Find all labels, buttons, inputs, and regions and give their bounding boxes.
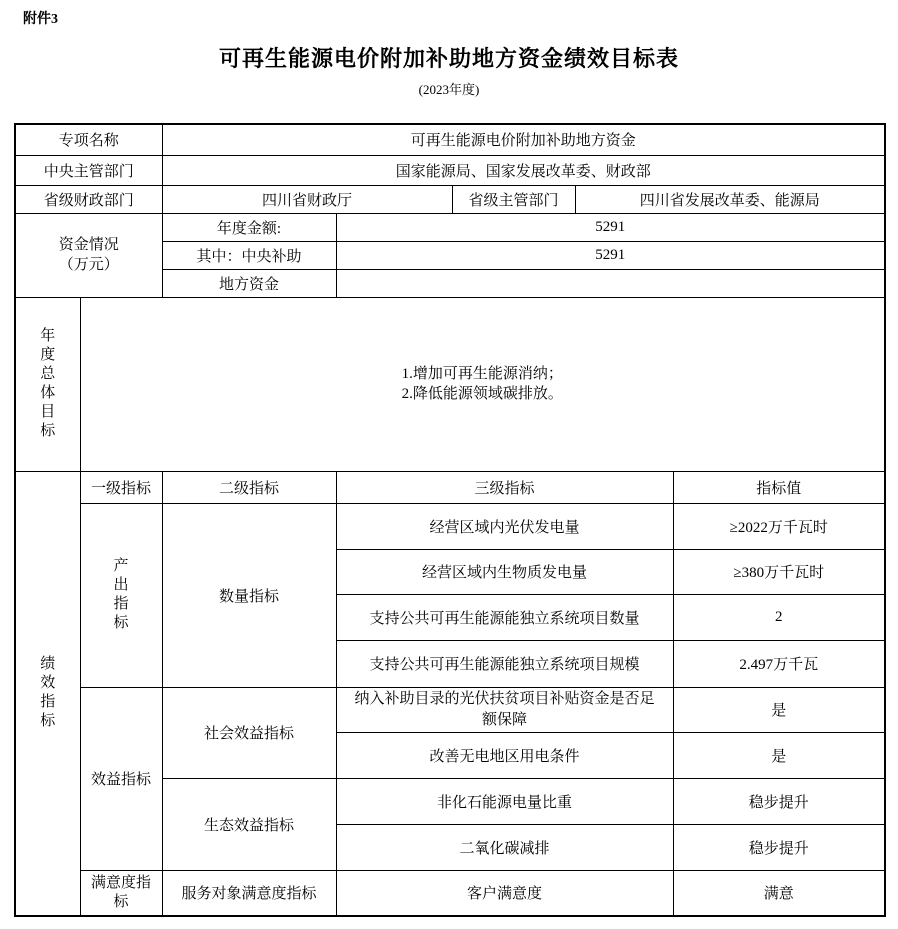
- indicator-cell: [336, 687, 673, 732]
- annual-goal-label-text: 年度总体目标: [40, 328, 56, 439]
- provincial-finance-label: 省级财政部门: [15, 185, 162, 213]
- funding-label: [15, 213, 162, 297]
- value-cell: 稳步提升: [673, 824, 885, 870]
- header-level1: 一级指标: [80, 471, 162, 503]
- level2-ecological: 生态效益指标: [162, 778, 336, 870]
- performance-target-table: [14, 123, 886, 917]
- annual-goal-label: [15, 297, 80, 471]
- value-cell: ≥2022万千瓦时: [673, 503, 885, 549]
- header-level2: 二级指标: [162, 471, 336, 503]
- value-cell: 2: [673, 594, 885, 640]
- document-title: 可再生能源电价附加补助地方资金绩效目标表: [218, 46, 679, 71]
- header-level3: 三级指标: [336, 471, 673, 503]
- funding-central-label: 其中：中央补助: [162, 241, 336, 269]
- provincial-finance-value: 四川省财政厅: [162, 185, 452, 213]
- annual-goal-line2: 2.降低能源领域碳排放。: [401, 386, 563, 402]
- level1-satisfaction: [80, 870, 162, 916]
- level1-output: [80, 503, 162, 687]
- funding-label-text: 资金情况 （万元）: [58, 237, 119, 273]
- indicator-cell: 经营区域内生物质发电量: [336, 549, 673, 594]
- document-subtitle: (2023年度): [418, 82, 480, 97]
- level1-output-text: 产出指标: [113, 558, 129, 631]
- table-row: [15, 124, 885, 155]
- level1-benefit: 效益指标: [80, 687, 162, 870]
- indicator-cell: 经营区域内光伏发电量: [336, 503, 673, 549]
- central-dept-value: 国家能源局、国家发展改革委、财政部: [162, 155, 885, 185]
- header-value: 指标值: [673, 471, 885, 503]
- table-row: [15, 870, 885, 916]
- level2-quantity: 数量指标: [162, 503, 336, 687]
- indicator-cell: 非化石能源电量比重: [336, 778, 673, 824]
- indicator-cell: 改善无电地区用电条件: [336, 732, 673, 778]
- level1-satisfaction-text: 满意度指标: [90, 874, 151, 910]
- table-row: [15, 471, 885, 503]
- value-cell: 满意: [673, 870, 885, 916]
- central-dept-label: 中央主管部门: [15, 155, 162, 185]
- table-row: [15, 155, 885, 185]
- indicator-text: 纳入补助目录的光伏扶贫项目补贴资金是否足额保障: [354, 690, 655, 728]
- level2-service: 服务对象满意度指标: [162, 870, 336, 916]
- project-name-value: 可再生能源电价附加补助地方资金: [162, 124, 885, 155]
- indicator-cell: 客户满意度: [336, 870, 673, 916]
- performance-label-text: 绩效指标: [40, 656, 56, 730]
- value-cell: 是: [673, 687, 885, 732]
- indicator-cell: 支持公共可再生能源能独立系统项目数量: [336, 594, 673, 640]
- value-cell: 2.497万千瓦: [673, 640, 885, 687]
- table-row: [15, 297, 885, 471]
- table-row: [15, 503, 885, 549]
- indicator-cell: 二氧化碳减排: [336, 824, 673, 870]
- funding-local-label: 地方资金: [162, 269, 336, 297]
- value-cell: ≥380万千瓦时: [673, 549, 885, 594]
- funding-annual-label: 年度金额:: [162, 213, 336, 241]
- provincial-dept-label: 省级主管部门: [452, 185, 575, 213]
- indicator-cell: 支持公共可再生能源能独立系统项目规模: [336, 640, 673, 687]
- performance-label: [15, 471, 80, 916]
- table-row: [15, 687, 885, 732]
- funding-central-value: 5291: [336, 241, 885, 269]
- funding-local-value: [336, 269, 885, 297]
- annual-goal-line1: 1.增加可再生能源消纳；: [401, 366, 563, 382]
- table-row: [15, 185, 885, 213]
- provincial-dept-value: 四川省发展改革委、能源局: [575, 185, 885, 213]
- table-row: [15, 213, 885, 241]
- level2-social: 社会效益指标: [162, 687, 336, 778]
- attachment-label: 附件3: [23, 12, 58, 27]
- value-cell: 是: [673, 732, 885, 778]
- value-cell: 稳步提升: [673, 778, 885, 824]
- funding-annual-value: 5291: [336, 213, 885, 241]
- project-name-label: 专项名称: [15, 124, 162, 155]
- annual-goal-content: [80, 297, 885, 471]
